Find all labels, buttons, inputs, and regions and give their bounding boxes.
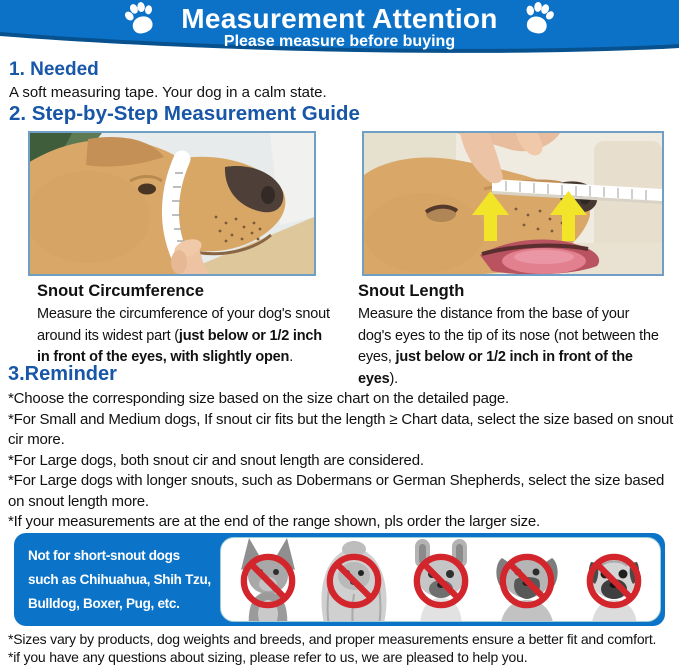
dog-french-bulldog-photo — [401, 538, 481, 621]
footer-note: *Sizes vary by products, dog weights and breeds, and proper measurements ensure a better fit and comfort. — [8, 631, 657, 647]
dog-pug-photo — [574, 538, 654, 621]
prohibition-icon — [325, 552, 383, 610]
header-banner — [0, 0, 679, 60]
snout-circumference-photo — [28, 131, 316, 276]
reminder-item: *Choose the corresponding size based on the size chart on the detailed page. — [8, 390, 509, 407]
dog-shih-tzu-photo — [314, 538, 394, 621]
snout-length-caption — [358, 282, 666, 390]
section-heading-guide: 2. Step-by-Step Measurement Guide — [9, 102, 360, 125]
dog-chihuahua-photo — [228, 538, 308, 621]
dog-length-illustration — [364, 133, 662, 274]
snout-length-photo — [362, 131, 664, 276]
dog-circumference-illustration — [30, 133, 314, 274]
footer-notes — [8, 630, 656, 666]
prohibition-icon — [585, 552, 643, 610]
footer-note: *if you have any questions about sizing, please refer to us, we are pleased to help you. — [8, 649, 528, 665]
prohibition-icon — [412, 552, 470, 610]
snout-circumference-caption — [37, 282, 337, 369]
caption-title: Snout Circumference — [37, 282, 204, 300]
reminder-list — [8, 389, 676, 533]
page-subtitle: Please measure before buying — [223, 33, 456, 50]
reminder-item: *For Large dogs with longer snouts, such as Dobermans or German Shepherds, select the size based on snout length more. — [8, 472, 665, 510]
caption-body: Measure the circumference of your dog's snout around its widest part (just below or 1/2 inch in front of the eyes, with slightly open. — [37, 306, 330, 365]
warning-text: Not for short-snout dogs such as Chihuahua, Shih Tzu, Bulldog, Boxer, Pug, etc. — [28, 548, 211, 611]
page-title: Measurement Attention — [181, 2, 498, 34]
caption-body: Measure the distance from the base of your dog's eyes to the tip of its nose (not between the eyes, just below or 1/2 inch in front of the eyes). — [358, 306, 659, 387]
prohibition-icon — [239, 552, 297, 610]
needed-text: A soft measuring tape. Your dog in a calm state. — [9, 84, 327, 101]
dog-eye — [138, 184, 156, 195]
reminder-item: *For Small and Medium dogs, If snout cir fits but the length ≥ Chart data, select the size based on snout cir more. — [8, 410, 674, 448]
reminder-item: *If your measurements are at the end of the range shown, pls order the larger size. — [8, 513, 541, 530]
caption-title: Snout Length — [358, 282, 465, 300]
short-snout-warning-box — [14, 533, 665, 626]
section-heading-reminder: 3.Reminder — [8, 363, 117, 385]
dog-boxer-photo — [487, 538, 567, 621]
reminder-item: *For Large dogs, both snout cir and snout length are considered. — [8, 451, 424, 469]
prohibition-icon — [498, 552, 556, 610]
banned-dogs-panel — [220, 537, 661, 622]
section-heading-needed: 1. Needed — [9, 59, 99, 80]
